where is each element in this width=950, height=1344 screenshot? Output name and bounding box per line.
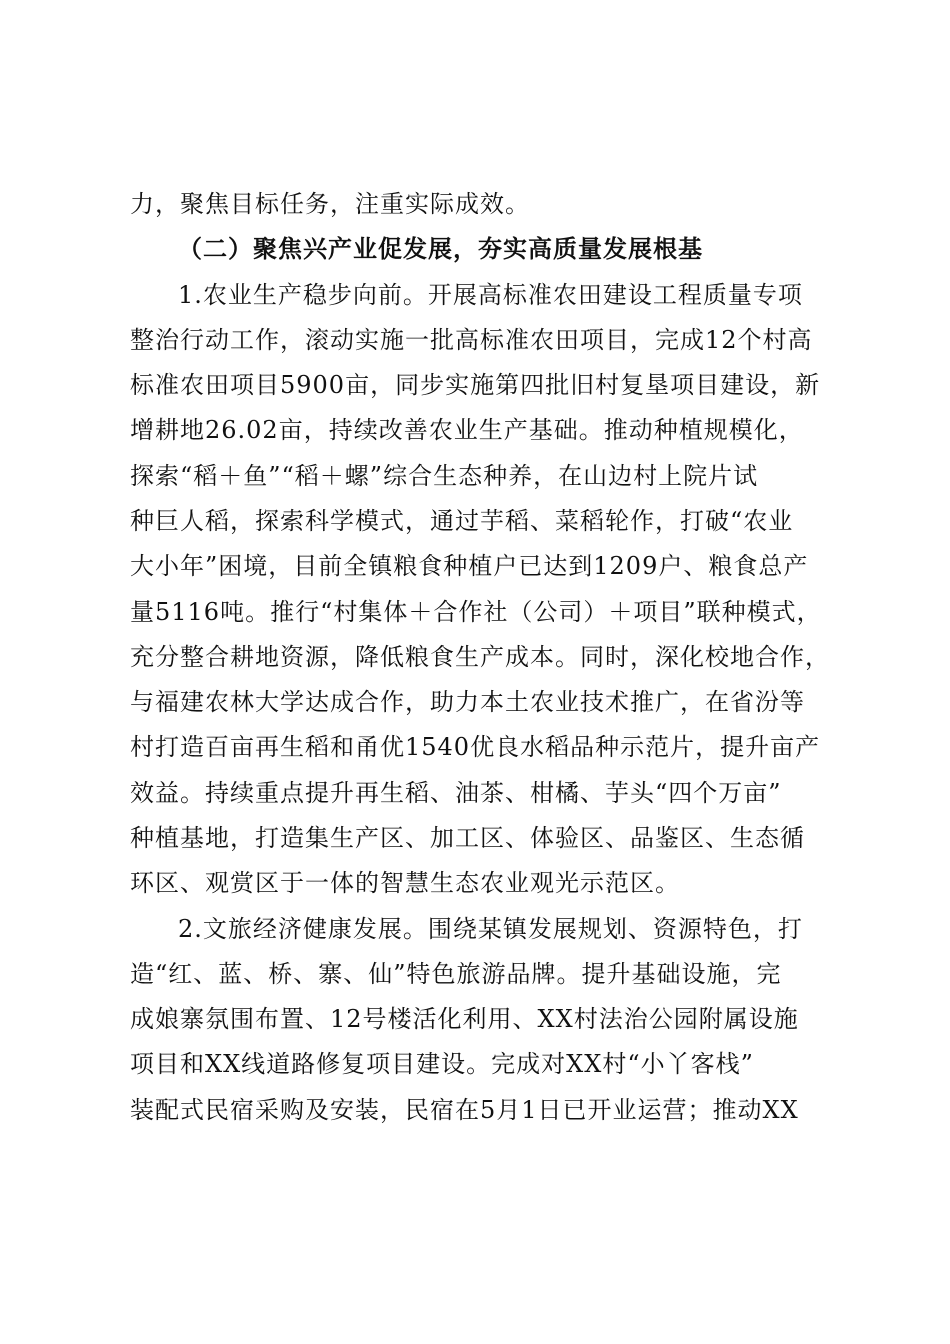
paragraph-line: 与福建农林大学达成合作，助力本土农业技术推广，在省汾等 (130, 688, 805, 716)
paragraph-line: 项目和XX线道路修复项目建设。完成对XX村“小丫客栈” (130, 1050, 754, 1078)
paragraph-line: 标准农田项目5900亩，同步实施第四批旧村复垦项目建设，新 (130, 371, 821, 399)
paragraph-line: 充分整合耕地资源，降低粮食生产成本。同时，深化校地合作， (130, 643, 830, 671)
paragraph-line: 效益。持续重点提升再生稻、油茶、柑橘、芋头“四个万亩” (130, 779, 782, 807)
paragraph-line: 1.农业生产稳步向前。开展高标准农田建设工程质量专项 (178, 281, 803, 309)
paragraph-line: 装配式民宿采购及安装，民宿在5月1日已开业运营；推动XX (130, 1096, 799, 1124)
paragraph-line: 力，聚焦目标任务，注重实际成效。 (130, 190, 530, 218)
paragraph-line: 大小年”困境，目前全镇粮食种植户已达到1209户、粮食总产 (130, 552, 809, 580)
paragraph-line: 村打造百亩再生稻和甬优1540优良水稻品种示范片，提升亩产 (130, 733, 821, 761)
paragraph-line: 环区、观赏区于一体的智慧生态农业观光示范区。 (130, 869, 680, 897)
section-heading: （二）聚焦兴产业促发展，夯实高质量发展根基 (178, 234, 703, 263)
paragraph-line: 量5116吨。推行“村集体＋合作社（公司）＋项目”联种模式， (130, 598, 822, 626)
paragraph-line: 种巨人稻，探索科学模式，通过芋稻、菜稻轮作，打破“农业 (130, 507, 794, 535)
paragraph-line: 种植基地，打造集生产区、加工区、体验区、品鉴区、生态循 (130, 824, 805, 852)
paragraph-line: 探索“稻＋鱼”“稻＋螺”综合生态种养，在山边村上院片试 (130, 462, 759, 490)
paragraph-line: 造“红、蓝、桥、寨、仙”特色旅游品牌。提升基础设施，完 (130, 960, 782, 988)
paragraph-line: 增耕地26.02亩，持续改善农业生产基础。推动种植规模化， (130, 416, 804, 444)
paragraph-line: 成娘寨氛围布置、12号楼活化利用、XX村法治公园附属设施 (130, 1005, 799, 1033)
paragraph-line: 整治行动工作，滚动实施一批高标准农田项目，完成12个村高 (130, 326, 813, 354)
paragraph-line: 2.文旅经济健康发展。围绕某镇发展规划、资源特色，打 (178, 915, 803, 943)
